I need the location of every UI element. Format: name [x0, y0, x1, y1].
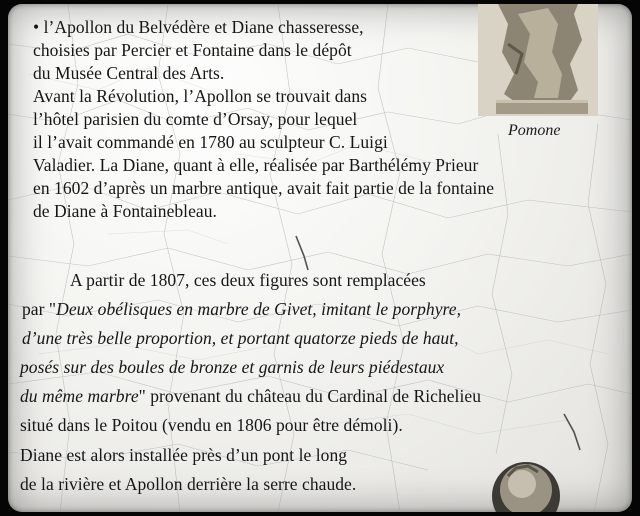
text-line: Valadier. La Diane, quant à elle, réalisée par Barthélémy Prieur [33, 155, 479, 175]
text-line: choisies par Percier et Fontaine dans le dépôt [33, 40, 352, 60]
quote-italic: du même marbre [20, 386, 139, 406]
text-line [20, 385, 481, 408]
text-line [20, 356, 444, 379]
ceramic-plaque [8, 4, 632, 512]
text-line: A partir de 1807, ces deux figures sont remplacées [70, 270, 426, 290]
quote-italic: d’une très belle proportion, et portant quatorze pieds de haut, [22, 328, 459, 348]
text-line: en 1602 d’après un marbre antique, avait fait partie de la fontaine [33, 178, 495, 198]
statue-photo-pomone [478, 4, 598, 116]
quote-italic: posés sur des boules de bronze et garnis de leurs piédestaux [20, 357, 445, 377]
text-line: l’hôtel parisien du comte d’Orsay, pour lequel [33, 109, 358, 129]
text-line: du Musée Central des Arts. [33, 63, 225, 83]
text-line [22, 298, 461, 321]
text-line: Diane est alors installée près d’un pont le long [20, 445, 348, 465]
statue-photo-bust [486, 456, 566, 512]
text-segment: " provenant du château du Cardinal de Richelieu [138, 386, 482, 406]
text-line: • l’Apollon du Belvédère et Diane chasseresse, [33, 17, 364, 37]
statue-caption: Pomone [508, 122, 561, 139]
text-line: de la rivière et Apollon derrière la serre chaude. [20, 474, 357, 494]
text-line: situé dans le Poitou (vendu en 1806 pour être démoli). [20, 415, 403, 435]
text-segment: par " [22, 299, 57, 319]
quote-italic: Deux obélisques en marbre de Givet, imitant le porphyre, [56, 299, 462, 319]
text-line: Avant la Révolution, l’Apollon se trouvait dans [33, 86, 367, 106]
text-line: il l’avait commandé en 1780 au sculpteur C. Luigi [33, 132, 388, 152]
text-line: de Diane à Fontainebleau. [33, 201, 217, 221]
text-line [22, 327, 459, 350]
